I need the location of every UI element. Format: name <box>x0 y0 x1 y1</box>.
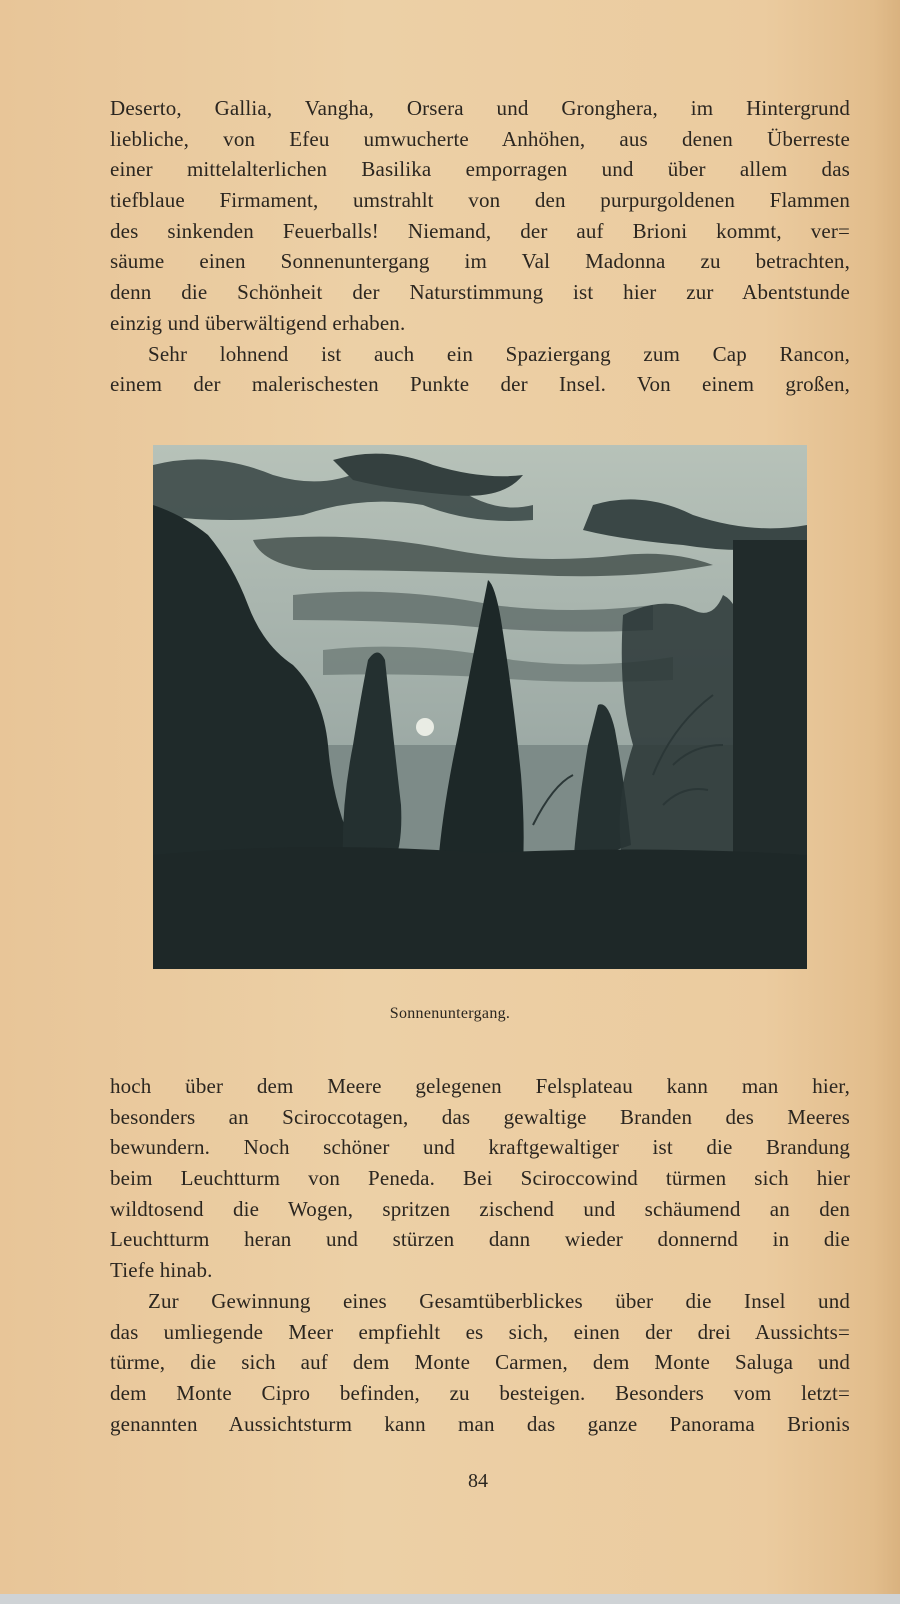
text-line: hoch über dem Meere gelegenen Felsplateau kann man hier, <box>110 1074 850 1098</box>
text-line: genannten Aussichtsturm kann man das ganze Panorama Brionis <box>110 1411 850 1436</box>
page-number: 84 <box>468 1470 488 1492</box>
text-line: Leuchtturm heran und stürzen dann wieder donnernd in die <box>110 1227 850 1252</box>
sunset-photograph <box>153 445 807 969</box>
text-line: einem der malerischesten Punkte der Insel. Von einem großen, <box>110 372 850 397</box>
text-line: liebliche, von Efeu umwucherte Anhöhen, aus denen Überreste <box>110 126 850 151</box>
text-line: dem Monte Cipro befinden, zu besteigen. Besonders vom letzt= <box>110 1380 850 1405</box>
text-line: beim Leuchtturm von Peneda. Bei Sciroccowind türmen sich hier <box>110 1166 850 1191</box>
text-line: das umliegende Meer empfiehlt es sich, einen der drei Aussichts= <box>110 1319 850 1344</box>
text-line: Deserto, Gallia, Vangha, Orsera und Gronghera, im Hintergrund <box>110 96 850 120</box>
text-line: wildtosend die Wogen, spritzen zischend und schäumend an den <box>110 1196 850 1221</box>
text-line: des sinkenden Feuerballs! Niemand, der auf Brioni kommt, ver= <box>110 218 850 243</box>
scan-edge <box>0 1594 900 1604</box>
text-line: säume einen Sonnenuntergang im Val Madonna zu betrachten, <box>110 249 850 274</box>
text-line: besonders an Sciroccotagen, das gewaltige Branden des Meeres <box>110 1104 850 1129</box>
lower-paragraphs <box>110 1071 850 1439</box>
text-line: einzig und überwältigend erhaben. <box>110 310 406 335</box>
figure-caption: Sonnenuntergang. <box>389 1005 511 1022</box>
text-line: einer mittelalterlichen Basilika emporragen und über allem das <box>110 157 850 182</box>
text-line: türme, die sich auf dem Monte Carmen, dem Monte Saluga und <box>110 1350 850 1375</box>
text-line: Zur Gewinnung eines Gesamtüberblickes über die Insel und <box>148 1288 850 1313</box>
text-line: tiefblaue Firmament, umstrahlt von den purpurgoldenen Flammen <box>110 188 850 213</box>
sunset-photo-image <box>153 445 807 969</box>
text-line: bewundern. Noch schöner und kraftgewaltiger ist die Brandung <box>110 1135 850 1160</box>
text-line: Sehr lohnend ist auch ein Spaziergang zum Cap Rancon, <box>148 341 850 366</box>
upper-paragraphs <box>110 93 850 400</box>
text-line: denn die Schönheit der Naturstimmung ist hier zur Abentstunde <box>110 280 850 305</box>
text-line: Tiefe hinab. <box>110 1258 213 1283</box>
